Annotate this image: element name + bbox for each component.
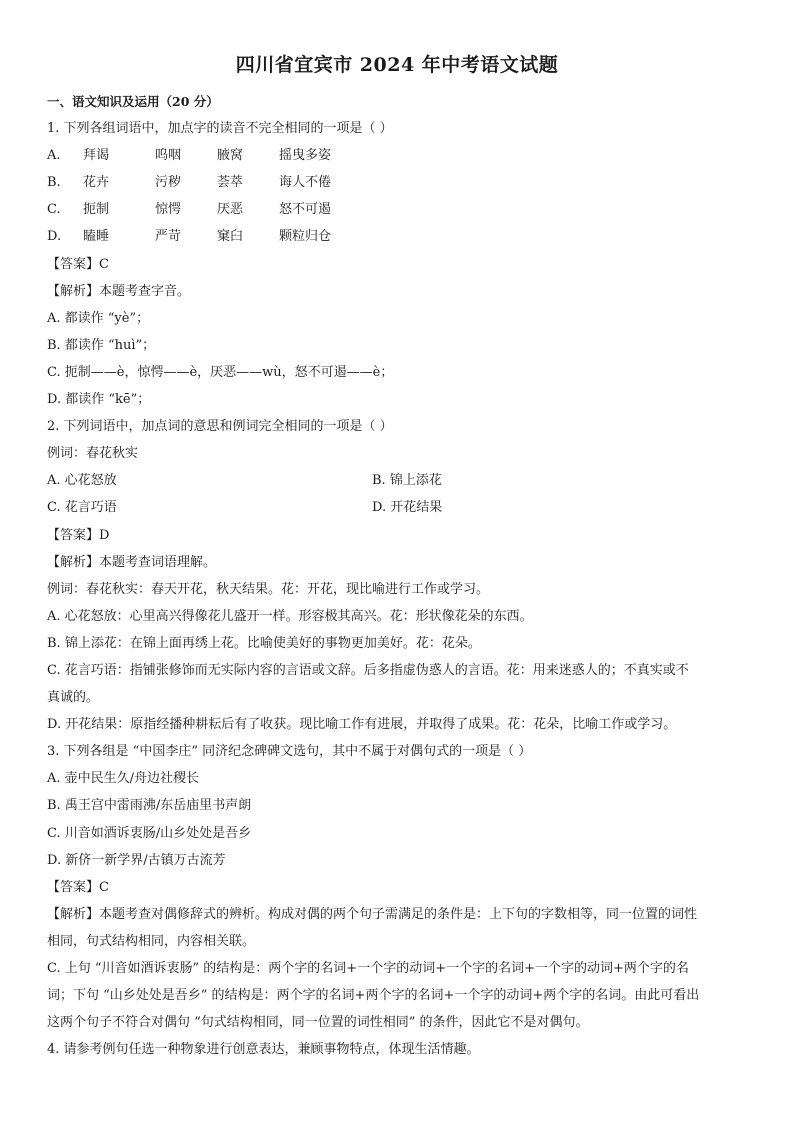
question-2-analysis-line: 例词：春花秋实：春天开花，秋天结果。花：开花，现比喻进行工作或学习。 — [47, 581, 490, 597]
option-word: 花卉 — [83, 175, 110, 191]
question-1-answer: 【答案】C — [47, 256, 109, 272]
question-2-analysis-line: A. 心花怒放：心里高兴得像花儿盛开一样。形容极其高兴。花：形状像花朵的东西。 — [47, 608, 533, 624]
option-word: 荟萃 — [217, 175, 244, 191]
question-2-option-c: C. 花言巧语 — [47, 500, 117, 516]
question-2-analysis-line: C. 花言巧语：指铺张修饰而无实际内容的言语或文辞。后多指虚伪惑人的言语。花：用来迷惑人的；不真实或不 — [47, 662, 689, 678]
question-1-analysis-line: 【解析】本题考查字音。 — [47, 283, 191, 299]
question-3-option-d: D. 新侪一新学界/古镇万古流芳 — [47, 852, 226, 868]
option-label: C. — [47, 202, 61, 218]
exam-content — [47, 88, 752, 1063]
question-2-analysis-line: 【解析】本题考查词语理解。 — [47, 554, 217, 570]
question-1-analysis-line: C. 扼制——è，惊愕——è，厌恶——wù，怒不可遏——è； — [47, 364, 394, 380]
question-3-analysis-line: 这两个句子不符合对偶句 “句式结构相同，同一位置的词性相同” 的条件，因此它不是对偶句。 — [47, 1015, 589, 1031]
question-3-analysis-line: 相同，句式结构相同，内容相关联。 — [47, 933, 256, 949]
question-3-analysis-line: C. 上句 “川音如酒诉衷肠” 的结构是：两个字的名词+一个字的动词+一个字的名词+一个字的动词+两个字的名 — [47, 961, 689, 976]
option-label: A. — [47, 148, 61, 164]
option-word: 拜谒 — [83, 148, 110, 164]
question-1-analysis-line: A. 都读作 “yè”； — [47, 310, 150, 326]
option-label: D. — [47, 229, 62, 245]
question-1-option-c — [47, 196, 752, 223]
question-1-option-b — [47, 169, 752, 196]
option-word: 瞌睡 — [83, 229, 110, 245]
option-label: B. — [47, 175, 61, 191]
section-heading: 一、语文知识及运用（20 分） — [47, 94, 219, 109]
question-2-option-d: D. 开花结果 — [372, 500, 443, 516]
question-3-analysis-line: 【解析】本题考查对偶修辞式的辨析。构成对偶的两个句子需满足的条件是：上下句的字数相等，同一位置的词性 — [47, 906, 698, 922]
question-1-option-d — [47, 223, 752, 250]
option-word: 腋窝 — [217, 148, 244, 164]
question-2-analysis-line: 真诚的。 — [47, 690, 100, 706]
question-1-analysis-line: B. 都读作 “huì”； — [47, 337, 156, 353]
question-2-stem: 2. 下列词语中，加点词的意思和例词完全相同的一项是（ ） — [47, 419, 393, 435]
question-1-option-a — [47, 142, 752, 169]
option-word: 窠臼 — [217, 229, 244, 245]
question-3-stem: 3. 下列各组是 “中国李庄” 同济纪念碑碑文选句，其中不属于对偶句式的一项是（ ） — [47, 744, 532, 760]
question-2-analysis-line: B. 锦上添花：在锦上面再绣上花。比喻使美好的事物更加美好。花：花朵。 — [47, 635, 481, 651]
question-2-example: 例词：春花秋实 — [47, 446, 139, 462]
option-word: 摇曳多姿 — [279, 148, 332, 164]
option-word: 怒不可遏 — [279, 202, 332, 218]
option-word: 严苛 — [155, 229, 182, 245]
question-2-options-row — [47, 467, 752, 494]
option-word: 惊愕 — [155, 202, 182, 218]
option-word: 厌恶 — [217, 202, 244, 218]
option-word: 污秽 — [155, 175, 182, 191]
question-2-option-b: B. 锦上添花 — [372, 473, 442, 489]
question-1-stem: 1. 下列各组词语中，加点字的读音不完全相同的一项是（ ） — [47, 121, 393, 137]
question-3-option-b: B. 禹王宫中雷雨沸/东岳庙里书声朗 — [47, 798, 252, 814]
question-3-option-c: C. 川音如酒诉衷肠/山乡处处是吾乡 — [47, 825, 252, 841]
question-3-answer: 【答案】C — [47, 879, 109, 895]
option-word: 呜咽 — [155, 148, 182, 164]
question-4-stem: 4. 请参考例句任选一种物象进行创意表达，兼顾事物特点，体现生活情趣。 — [47, 1042, 480, 1058]
option-word: 诲人不倦 — [279, 175, 332, 191]
question-2-options-row — [47, 494, 752, 521]
question-2-option-a: A. 心花怒放 — [47, 473, 117, 489]
question-3-option-a: A. 壶中民生久/舟边社稷长 — [47, 771, 200, 787]
question-2-analysis-line: D. 开花结果：原指经播种耕耘后有了收获。现比喻工作有进展，并取得了成果。花：花朵，比喻工作或学习。 — [47, 717, 677, 733]
question-2-answer: 【答案】D — [47, 527, 110, 543]
page-title: 四川省宜宾市 2024 年中考语文试题 — [235, 54, 559, 76]
option-word: 扼制 — [83, 202, 110, 218]
question-3-analysis-line: 词；下句 “山乡处处是吾乡” 的结构是：两个字的名词+两个字的名词+一个字的动词+两个字的名词。由此可看出 — [47, 988, 700, 1004]
question-1-analysis-line: D. 都读作 “kē”； — [47, 392, 151, 408]
option-word: 颗粒归仓 — [279, 229, 332, 245]
